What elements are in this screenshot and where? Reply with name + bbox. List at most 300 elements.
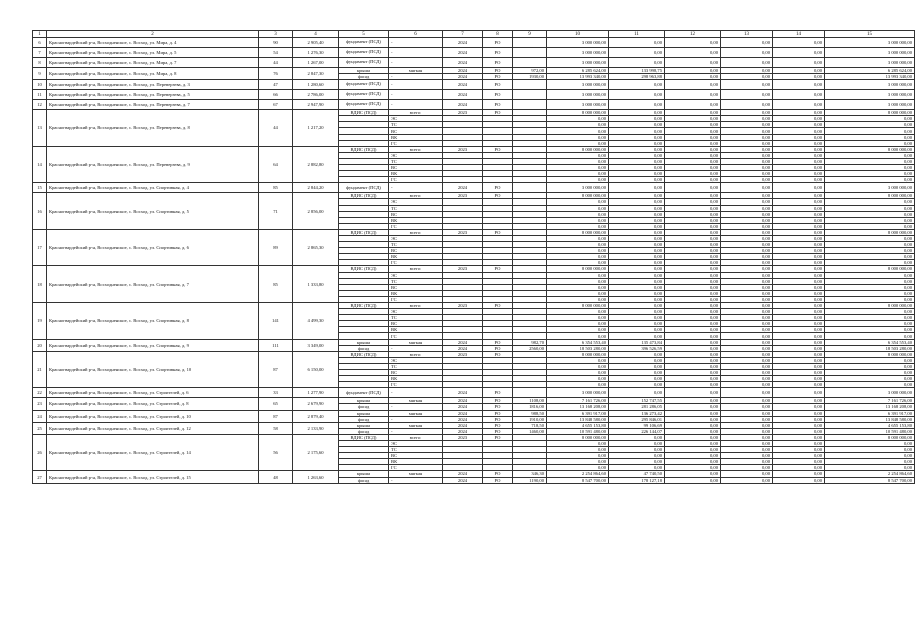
work-subtype-cell: -	[389, 416, 443, 422]
cost-per-unit-cell: 0,00	[609, 290, 665, 296]
work-type-cell: фундамент (ПСД)	[339, 183, 389, 193]
fund-col-14-cell: 0,00	[773, 122, 825, 128]
table-row	[33, 48, 915, 58]
total-cost-cell: 6 391 917,00	[825, 410, 915, 416]
row-number: 23	[33, 398, 47, 410]
fund-col-13-cell: 0,00	[721, 193, 773, 199]
fund-col-14-cell: 0,00	[773, 339, 825, 345]
total-cost-cell: 0,00	[825, 235, 915, 241]
volume-cell: 1190,00	[513, 477, 547, 483]
cost-per-unit-cell: 0,00	[609, 90, 665, 100]
fund-col-14-cell: 0,00	[773, 74, 825, 80]
total-cost-cell: 0,00	[825, 205, 915, 211]
total-cost-cell: 6 354 553,40	[825, 339, 915, 345]
row-number: 17	[33, 229, 47, 266]
floors-cell: 71	[259, 193, 293, 230]
fund-col-13-cell: 0,00	[721, 315, 773, 321]
method-cell: РО	[483, 38, 513, 48]
fund-col-14-cell: 0,00	[773, 272, 825, 278]
fund-col-12-cell: 0,00	[665, 422, 721, 428]
work-subtype-cell: ВК	[389, 376, 443, 382]
work-subtype-cell: ВК	[389, 290, 443, 296]
total-cost-cell: 0,00	[825, 211, 915, 217]
cost-per-unit-cell: 281 286,05	[609, 404, 665, 410]
method-cell: РО	[483, 193, 513, 199]
fund-col-13-cell: 0,00	[721, 165, 773, 171]
work-subtype-cell: ВС	[389, 248, 443, 254]
total-cost-cell: 8 000 000,00	[825, 266, 915, 272]
row-number: 26	[33, 434, 47, 471]
fund-col-12-cell: 0,00	[665, 90, 721, 100]
fund-col-14-cell: 0,00	[773, 152, 825, 158]
cost-cell: 0,00	[547, 260, 609, 266]
fund-col-12-cell: 0,00	[665, 68, 721, 74]
fund-col-12-cell: 0,00	[665, 440, 721, 446]
cost-cell: 0,00	[547, 440, 609, 446]
fund-col-14-cell: 0,00	[773, 242, 825, 248]
floors-cell: 90	[259, 38, 293, 48]
fund-col-14-cell: 0,00	[773, 333, 825, 339]
work-type-cell: крыша	[339, 398, 389, 404]
fund-col-14-cell: 0,00	[773, 290, 825, 296]
row-number: 19	[33, 303, 47, 340]
fund-col-12-cell: 0,00	[665, 333, 721, 339]
work-subtype-cell: ВС	[389, 128, 443, 134]
fund-col-12-cell: 0,00	[665, 339, 721, 345]
work-subtype-cell: ТС	[389, 447, 443, 453]
total-cost-cell: 0,00	[825, 140, 915, 146]
cost-cell: 0,00	[547, 165, 609, 171]
fund-col-13-cell: 0,00	[721, 309, 773, 315]
volume-cell	[513, 183, 547, 193]
fund-col-14-cell: 0,00	[773, 134, 825, 140]
fund-col-14-cell: 0,00	[773, 284, 825, 290]
cost-cell: 0,00	[547, 242, 609, 248]
year-cell: 2023	[443, 193, 483, 199]
cost-cell: 0,00	[547, 363, 609, 369]
year-cell: 2024	[443, 90, 483, 100]
total-cost-cell: 6 285 624,00	[825, 68, 915, 74]
fund-col-13-cell: 0,00	[721, 100, 773, 110]
work-subtype-cell: ВК	[389, 217, 443, 223]
fund-col-12-cell: 0,00	[665, 278, 721, 284]
row-number: 21	[33, 351, 47, 388]
fund-col-12-cell: 0,00	[665, 38, 721, 48]
cost-per-unit-cell: 0,00	[609, 254, 665, 260]
cost-cell: 3 000 000,00	[547, 58, 609, 68]
cost-per-unit-cell: 0,00	[609, 140, 665, 146]
total-cost-cell: 0,00	[825, 199, 915, 205]
work-subtype-cell: -	[389, 345, 443, 351]
address-cell: Красногвардейский р-н, Восходненское, с. Восход, ул. Спортивная, д. 4	[47, 183, 259, 193]
cost-per-unit-cell: 133 998,75	[609, 68, 665, 74]
fund-col-14-cell: 0,00	[773, 351, 825, 357]
total-cost-cell: 0,00	[825, 363, 915, 369]
cost-per-unit-cell: 0,00	[609, 315, 665, 321]
work-type-cell: ВДИС (ПСД)	[339, 303, 389, 309]
cost-cell: 0,00	[547, 140, 609, 146]
cost-cell: 3 000 000,00	[547, 48, 609, 58]
total-cost-cell: 0,00	[825, 327, 915, 333]
cost-per-unit-cell: 0,00	[609, 128, 665, 134]
cost-per-unit-cell: 0,00	[609, 116, 665, 122]
fund-col-13-cell: 0,00	[721, 357, 773, 363]
fund-col-14-cell: 0,00	[773, 146, 825, 152]
address-cell: Красногвардейский р-н, Восходненское, с. Восход, ул. Переверзева, д. 3	[47, 80, 259, 90]
cost-per-unit-cell: 0,00	[609, 205, 665, 211]
fund-col-12-cell: 0,00	[665, 235, 721, 241]
fund-col-12-cell: 0,00	[665, 303, 721, 309]
fund-col-12-cell: 0,00	[665, 128, 721, 134]
year-cell: 2024	[443, 100, 483, 110]
year-cell: 2024	[443, 183, 483, 193]
fund-col-12-cell: 0,00	[665, 321, 721, 327]
fund-col-13-cell: 0,00	[721, 266, 773, 272]
fund-col-14-cell: 0,00	[773, 128, 825, 134]
fund-col-14-cell: 0,00	[773, 388, 825, 398]
row-number: 9	[33, 68, 47, 80]
address-cell: Красногвардейский р-н, Восходненское, с. Восход, ул. Мира, д. 8	[47, 68, 259, 80]
work-type-cell: фасад	[339, 416, 389, 422]
volume-cell: 1930,00	[513, 74, 547, 80]
work-type-cell: фасад	[339, 428, 389, 434]
address-cell: Красногвардейский р-н, Восходненское, с. Восход, ул. Переверзева, д. 7	[47, 100, 259, 110]
cost-cell: 0,00	[547, 315, 609, 321]
floors-cell: 64	[259, 146, 293, 183]
fund-col-12-cell: 0,00	[665, 183, 721, 193]
fund-col-12-cell: 0,00	[665, 48, 721, 58]
method-cell: РО	[483, 48, 513, 58]
capital-repair-table	[32, 30, 915, 484]
year-cell: 2024	[443, 74, 483, 80]
cost-cell: 0,00	[547, 171, 609, 177]
year-cell: 2024	[443, 410, 483, 416]
year-cell: 2023	[443, 351, 483, 357]
year-cell: 2023	[443, 146, 483, 152]
total-cost-cell: 0,00	[825, 217, 915, 223]
cost-cell: 8 000 000,00	[547, 266, 609, 272]
fund-col-12-cell: 0,00	[665, 434, 721, 440]
cost-cell: 0,00	[547, 296, 609, 302]
table-row	[33, 90, 915, 100]
year-cell: 2024	[443, 38, 483, 48]
fund-col-13-cell: 0,00	[721, 453, 773, 459]
fund-col-13-cell: 0,00	[721, 90, 773, 100]
fund-col-14-cell: 0,00	[773, 357, 825, 363]
work-subtype-cell: ЭС	[389, 199, 443, 205]
cost-cell: 0,00	[547, 116, 609, 122]
method-cell: РО	[483, 434, 513, 440]
table-body	[33, 31, 915, 484]
total-cost-cell: 13 168 208,00	[825, 404, 915, 410]
year-cell: 2024	[443, 477, 483, 483]
area-cell: 2 856,00	[293, 193, 339, 230]
fund-col-12-cell: 0,00	[665, 58, 721, 68]
cost-per-unit-cell: 0,00	[609, 278, 665, 284]
fund-col-13-cell: 0,00	[721, 116, 773, 122]
fund-col-13-cell: 0,00	[721, 477, 773, 483]
table-row	[33, 58, 915, 68]
fund-col-12-cell: 0,00	[665, 134, 721, 140]
area-cell: 2 947,90	[293, 100, 339, 110]
area-cell: 2 882,80	[293, 146, 339, 183]
work-subtype-cell: ВС	[389, 321, 443, 327]
floors-cell: 47	[259, 80, 293, 90]
cost-cell: 0,00	[547, 254, 609, 260]
fund-col-12-cell: 0,00	[665, 205, 721, 211]
method-cell: РО	[483, 80, 513, 90]
fund-col-13-cell: 0,00	[721, 134, 773, 140]
fund-col-13-cell: 0,00	[721, 140, 773, 146]
fund-col-12-cell: 0,00	[665, 272, 721, 278]
cost-per-unit-cell: 0,00	[609, 80, 665, 90]
area-cell: 2 844,20	[293, 183, 339, 193]
area-cell: 1 280,60	[293, 80, 339, 90]
total-cost-cell: 13 848 580,00	[825, 416, 915, 422]
method-cell: РО	[483, 416, 513, 422]
floors-cell: 111	[259, 339, 293, 351]
column-number: 1	[33, 31, 47, 38]
row-number: 24	[33, 410, 47, 422]
cost-per-unit-cell: 0,00	[609, 193, 665, 199]
volume-cell	[513, 90, 547, 100]
cost-cell: 0,00	[547, 284, 609, 290]
fund-col-13-cell: 0,00	[721, 404, 773, 410]
fund-col-12-cell: 0,00	[665, 345, 721, 351]
work-subtype-cell: ЭС	[389, 272, 443, 278]
cost-per-unit-cell: 0,00	[609, 48, 665, 58]
work-subtype-cell: всего:	[389, 229, 443, 235]
work-subtype-cell: ЭС	[389, 152, 443, 158]
work-subtype-cell: ГС	[389, 465, 443, 471]
fund-col-12-cell: 0,00	[665, 199, 721, 205]
fund-col-13-cell: 0,00	[721, 290, 773, 296]
row-number: 14	[33, 146, 47, 183]
cost-cell: 0,00	[547, 309, 609, 315]
cost-per-unit-cell: 0,00	[609, 272, 665, 278]
volume-cell: 1910,00	[513, 416, 547, 422]
year-cell: 2024	[443, 48, 483, 58]
work-subtype-cell: -	[389, 38, 443, 48]
work-subtype-cell: ТС	[389, 278, 443, 284]
year-cell: 2024	[443, 58, 483, 68]
floors-cell: 85	[259, 183, 293, 193]
fund-col-12-cell: 0,00	[665, 217, 721, 223]
total-cost-cell: 0,00	[825, 284, 915, 290]
cost-cell: 3 000 000,00	[547, 90, 609, 100]
cost-cell: 0,00	[547, 290, 609, 296]
cost-per-unit-cell: 135 473,84	[609, 339, 665, 345]
fund-col-14-cell: 0,00	[773, 48, 825, 58]
work-type-cell: крыша	[339, 339, 389, 345]
work-type-cell: крыша	[339, 410, 389, 416]
fund-col-13-cell: 0,00	[721, 376, 773, 382]
cost-cell: 6 391 917,00	[547, 410, 609, 416]
floors-cell: 67	[259, 100, 293, 110]
area-cell: 2 865,30	[293, 229, 339, 266]
cost-per-unit-cell: 298 963,88	[609, 74, 665, 80]
total-cost-cell: 13 993 340,00	[825, 74, 915, 80]
fund-col-14-cell: 0,00	[773, 193, 825, 199]
work-subtype-cell: ТС	[389, 158, 443, 164]
cost-cell: 0,00	[547, 134, 609, 140]
floors-cell: 33	[259, 388, 293, 398]
fund-col-13-cell: 0,00	[721, 345, 773, 351]
method-cell: РО	[483, 58, 513, 68]
cost-per-unit-cell: 0,00	[609, 260, 665, 266]
fund-col-13-cell: 0,00	[721, 242, 773, 248]
work-subtype-cell: -	[389, 477, 443, 483]
fund-col-14-cell: 0,00	[773, 100, 825, 110]
fund-col-14-cell: 0,00	[773, 266, 825, 272]
address-cell: Красногвардейский р-н, Восходненское, с. Восход, ул. Переверзева, д. 5	[47, 90, 259, 100]
address-cell: Красногвардейский р-н, Восходненское, с. Восход, ул. Мира, д. 4	[47, 38, 259, 48]
total-cost-cell: 0,00	[825, 309, 915, 315]
work-type-cell: ВДИС (ПСД)	[339, 193, 389, 199]
cost-cell: 13 168 208,00	[547, 404, 609, 410]
cost-per-unit-cell: 0,00	[609, 183, 665, 193]
fund-col-14-cell: 0,00	[773, 254, 825, 260]
fund-col-14-cell: 0,00	[773, 171, 825, 177]
fund-col-12-cell: 0,00	[665, 471, 721, 477]
total-cost-cell: 0,00	[825, 453, 915, 459]
floors-cell: 85	[259, 266, 293, 303]
fund-col-13-cell: 0,00	[721, 229, 773, 235]
cost-cell: 0,00	[547, 177, 609, 183]
volume-cell: 982,70	[513, 339, 547, 345]
method-cell: РО	[483, 68, 513, 74]
cost-cell: 8 000 000,00	[547, 351, 609, 357]
table-row	[33, 183, 915, 193]
fund-col-13-cell: 0,00	[721, 223, 773, 229]
fund-col-13-cell: 0,00	[721, 370, 773, 376]
fund-col-13-cell: 0,00	[721, 199, 773, 205]
fund-col-14-cell: 0,00	[773, 416, 825, 422]
fund-col-13-cell: 0,00	[721, 465, 773, 471]
method-cell: РО	[483, 74, 513, 80]
total-cost-cell: 3 000 000,00	[825, 48, 915, 58]
year-cell: 2024	[443, 80, 483, 90]
year-cell: 2024	[443, 428, 483, 434]
fund-col-14-cell: 0,00	[773, 211, 825, 217]
volume-cell: 1460,00	[513, 428, 547, 434]
total-cost-cell: 0,00	[825, 134, 915, 140]
cost-per-unit-cell: 0,00	[609, 363, 665, 369]
work-subtype-cell: ГС	[389, 140, 443, 146]
fund-col-13-cell: 0,00	[721, 146, 773, 152]
document-page	[32, 30, 912, 484]
cost-per-unit-cell: 396 526,59	[609, 345, 665, 351]
fund-col-14-cell: 0,00	[773, 440, 825, 446]
cost-cell: 4 655 153,80	[547, 422, 609, 428]
method-cell: РО	[483, 398, 513, 404]
cost-per-unit-cell: 0,00	[609, 440, 665, 446]
area-cell: 2 679,90	[293, 398, 339, 410]
floors-cell: 54	[259, 48, 293, 58]
cost-per-unit-cell: 0,00	[609, 309, 665, 315]
fund-col-14-cell: 0,00	[773, 223, 825, 229]
method-cell: РО	[483, 388, 513, 398]
fund-col-12-cell: 0,00	[665, 165, 721, 171]
column-number: 15	[825, 31, 915, 38]
year-cell: 2024	[443, 404, 483, 410]
cost-per-unit-cell: 0,00	[609, 376, 665, 382]
cost-per-unit-cell: 0,00	[609, 235, 665, 241]
cost-per-unit-cell: 0,00	[609, 370, 665, 376]
fund-col-13-cell: 0,00	[721, 363, 773, 369]
column-number: 13	[721, 31, 773, 38]
total-cost-cell: 3 000 000,00	[825, 80, 915, 90]
fund-col-12-cell: 0,00	[665, 284, 721, 290]
cost-cell: 0,00	[547, 205, 609, 211]
fund-col-12-cell: 0,00	[665, 152, 721, 158]
work-subtype-cell: ВС	[389, 284, 443, 290]
fund-col-13-cell: 0,00	[721, 339, 773, 345]
method-cell: РО	[483, 351, 513, 357]
cost-per-unit-cell: 0,00	[609, 177, 665, 183]
cost-cell: 3 000 000,00	[547, 388, 609, 398]
cost-per-unit-cell: 0,00	[609, 388, 665, 398]
address-cell: Красногвардейский р-н, Восходненское, с. Восход, ул. Строителей, д. 12	[47, 422, 259, 434]
cost-per-unit-cell: 0,00	[609, 303, 665, 309]
volume-cell: 1816,00	[513, 404, 547, 410]
floors-cell: 141	[259, 303, 293, 340]
area-cell: 1 277,90	[293, 388, 339, 398]
cost-per-unit-cell: 0,00	[609, 459, 665, 465]
area-cell: 1 263,60	[293, 471, 339, 483]
fund-col-14-cell: 0,00	[773, 110, 825, 116]
cost-per-unit-cell: 99 106,69	[609, 422, 665, 428]
fund-col-14-cell: 0,00	[773, 165, 825, 171]
fund-col-12-cell: 0,00	[665, 309, 721, 315]
fund-col-14-cell: 0,00	[773, 465, 825, 471]
method-cell: РО	[483, 90, 513, 100]
row-number: 10	[33, 80, 47, 90]
cost-cell: 8 000 000,00	[547, 193, 609, 199]
fund-col-14-cell: 0,00	[773, 422, 825, 428]
volume-cell	[513, 388, 547, 398]
table-row	[33, 38, 915, 48]
total-cost-cell: 0,00	[825, 382, 915, 388]
fund-col-13-cell: 0,00	[721, 303, 773, 309]
cost-cell: 10 591 480,00	[547, 428, 609, 434]
work-subtype-cell: ТС	[389, 242, 443, 248]
fund-col-13-cell: 0,00	[721, 459, 773, 465]
cost-cell: 3 000 000,00	[547, 38, 609, 48]
work-subtype-cell: ТС	[389, 363, 443, 369]
fund-col-13-cell: 0,00	[721, 388, 773, 398]
fund-col-13-cell: 0,00	[721, 272, 773, 278]
work-type-cell: ВДИС (ПСД)	[339, 110, 389, 116]
total-cost-cell: 7 161 726,00	[825, 398, 915, 404]
fund-col-12-cell: 0,00	[665, 74, 721, 80]
column-number: 11	[609, 31, 665, 38]
fund-col-12-cell: 0,00	[665, 416, 721, 422]
total-cost-cell: 0,00	[825, 165, 915, 171]
volume-cell: 988,50	[513, 410, 547, 416]
area-cell: 2 175,60	[293, 434, 339, 471]
fund-col-13-cell: 0,00	[721, 128, 773, 134]
total-cost-cell: 3 000 000,00	[825, 90, 915, 100]
column-number: 4	[293, 31, 339, 38]
cost-per-unit-cell: 0,00	[609, 110, 665, 116]
work-subtype-cell: мягкая	[389, 471, 443, 477]
fund-col-13-cell: 0,00	[721, 48, 773, 58]
area-cell: 1 217,20	[293, 110, 339, 147]
row-number: 13	[33, 110, 47, 147]
work-subtype-cell: ГС	[389, 177, 443, 183]
total-cost-cell: 3 000 000,00	[825, 388, 915, 398]
